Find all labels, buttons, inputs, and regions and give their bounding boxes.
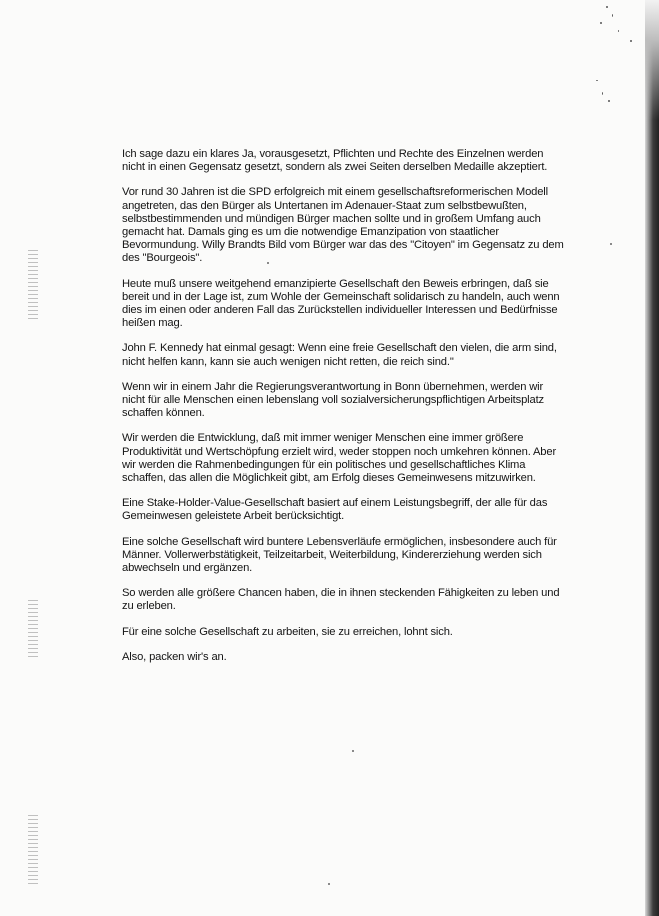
scan-dot (352, 750, 354, 752)
scan-edge-highlight (645, 0, 659, 120)
scan-speckle (618, 30, 619, 32)
scan-speckle (596, 80, 598, 81)
paragraph: Eine solche Gesellschaft wird buntere Lebensverläufe ermöglichen, insbesondere auch für Männer. Vollerwerbstätigkeit, Teilzeitarbeit, Weiterbildung, Kindererziehung werden sich abwechseln und ergänzen. (122, 535, 557, 575)
scan-dot (328, 883, 330, 885)
paragraph: Wir werden die Entwicklung, daß mit immer weniger Menschen eine immer größere Produktivität und Wertschöpfung erzielt wird, weder stoppen noch umkehren können. Aber wir werden die Rahmenbedingungen für ein politisches und gesellschaftliches Klima schaffen, das allen die Möglichkeit gibt, am Erfolg dieses Gemeinwesens mitzuwirken. (122, 432, 557, 485)
scan-dot (610, 243, 612, 245)
paragraph: So werden alle größere Chancen haben, die in ihnen steckenden Fähigkeiten zu leben und zu erleben. (122, 587, 560, 613)
paragraph: Eine Stake-Holder-Value-Gesellschaft basiert auf einem Leistungsbegriff, der alle für das Gemeinwesen geleistete Arbeit berücksichtigt. (122, 497, 548, 523)
scan-left-mark (28, 600, 38, 660)
scan-speckle (606, 6, 608, 8)
letter-body (122, 148, 592, 676)
paragraph: Also, packen wir's an. (122, 650, 227, 663)
scan-speckle (602, 92, 603, 95)
scan-edge-shadow (645, 0, 659, 916)
scan-speckle (630, 40, 632, 42)
paragraph: John F. Kennedy hat einmal gesagt: Wenn eine freie Gesellschaft den vielen, die arm sind, nicht helfen kann, kann sie auch wenigen nicht retten, die reich sind." (122, 342, 557, 368)
paragraph: Heute muß unsere weitgehend emanzipierte Gesellschaft den Beweis erbringen, daß sie bereit und in der Lage ist, zum Wohle der Gemeinschaft solidarisch zu handeln, auch wenn dies im einen oder anderen Fall das Zurückstellen individueller Interessen und Bedürfnisse heißen mag. (122, 277, 560, 330)
scan-speckle (600, 22, 602, 24)
paragraph: Ich sage dazu ein klares Ja, vorausgesetzt, Pflichten und Rechte des Einzelnen werden nicht in einen Gegensatz gesetzt, sondern als zwei Seiten derselben Medaille akzeptiert. (122, 148, 548, 174)
scan-left-mark (28, 815, 38, 885)
scan-speckle (608, 100, 610, 102)
paragraph: Für eine solche Gesellschaft zu arbeiten, sie zu erreichen, lohnt sich. (122, 625, 453, 638)
scan-speckle (612, 14, 613, 17)
paragraph: Vor rund 30 Jahren ist die SPD erfolgreich mit einem gesellschaftsreformerischen Modell angetreten, das den Bürger als Untertanen im Adenauer-Staat zum selbstbewußten, selbstbestimmenden und mündigen Bürger machen sollte und in großem Umfang auch gemacht hat. Damals ging es um die notwendige Emanzipation von staatlicher Bevormundung. Willy Brandts Bild vom Bürger war das des "Citoyen" im Gegensatz zu dem des "Bourgeois". (122, 186, 564, 265)
scan-left-mark (28, 250, 38, 320)
paragraph: Wenn wir in einem Jahr die Regierungsverantwortung in Bonn übernehmen, werden wir nicht für alle Menschen einen lebenslang voll sozialversicherungspflichtigen Arbeitsplatz schaffen können. (122, 380, 544, 420)
